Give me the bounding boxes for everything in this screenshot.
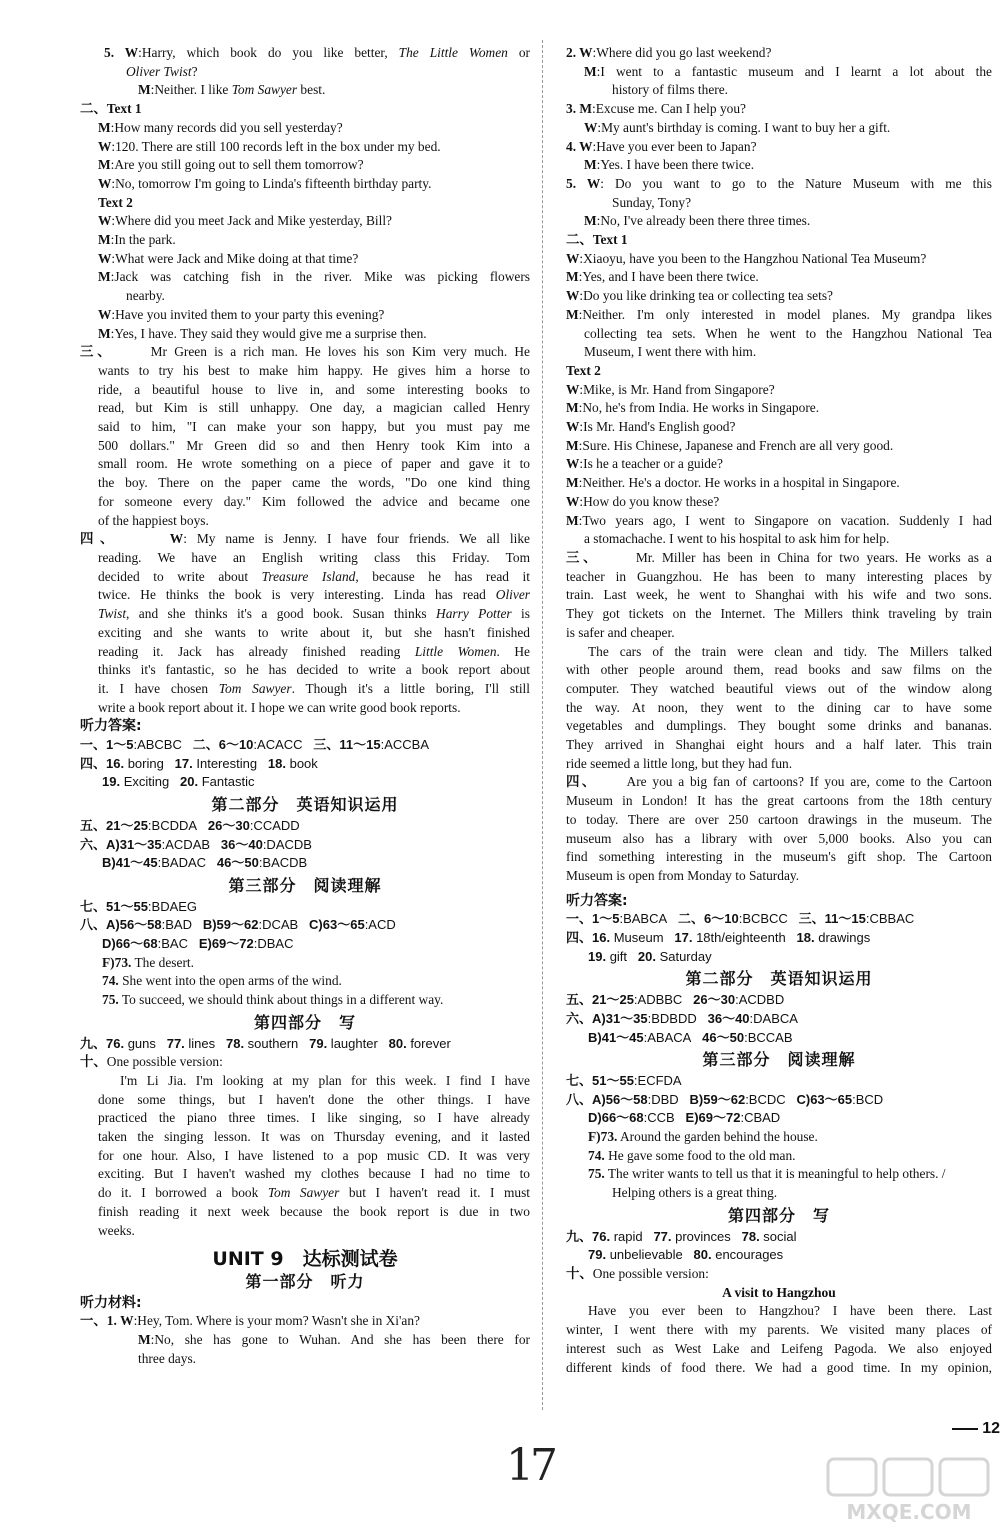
text-line: do it. I borrowed a book Tom Sawyer but I haven't read it. I must [98, 1185, 530, 1201]
text-line: twice. He thinks the book is very interesting. Linda has read Oliver [98, 587, 530, 603]
text-line: Museum is open from Monday to Saturday. [566, 867, 800, 883]
text-line: computer. They watched beautiful views out of the window along [566, 680, 992, 696]
text-line: ride seemed a little long, but they had fun. [566, 755, 793, 771]
text-line: interest such as West Lake and Leifeng Pagoda. We also enjoyed [566, 1340, 992, 1356]
text-line: Have you ever been to Hangzhou? I have been there. Last [588, 1303, 992, 1319]
unit-heading: UNIT 9 达标测试卷 [212, 1248, 398, 1271]
text-line: B)41～45:BADAC 46～50:BACDB [102, 855, 308, 871]
text-line: write a book report about it. I hope we can write good book reports. [98, 699, 461, 715]
text-line: taken the singing lesson. It was on Thursday evening, and it lasted [98, 1129, 530, 1145]
text-line: 十、One possible version: [566, 1266, 709, 1281]
text-line: 5. W: Do you want to go to the Nature Museum with me this [566, 175, 992, 191]
right-column [566, 44, 992, 1377]
text-line: ride, a beautiful house to live in, and some interesting books to [98, 381, 530, 397]
text-line: W:Do you like drinking tea or collecting tea sets? [566, 288, 833, 304]
text-line: W:Mike, is Mr. Hand from Singapore? [566, 381, 775, 397]
text-line: vegetables and dumplings. They bought some drinks and bananas. [566, 718, 992, 734]
text-line: 八、A)56～58:DBD B)59～62:BCDC C)63～65:BCD [566, 1091, 884, 1107]
text-line: 四、 W: My name is Jenny. I have four friends. We all like [80, 531, 530, 547]
text-line: practiced the piano three times. I like singing, so I have already [98, 1110, 530, 1126]
text-line: Text 2 [98, 194, 133, 210]
text-line: to today. There are over 250 cartoon drawings in the museum. The [566, 811, 992, 827]
text-line: 听力答案: [566, 892, 628, 909]
section-heading: 第三部分 阅读理解 [228, 875, 382, 895]
text-line: said to him, "I can make your son happy, but you must pay me [98, 419, 530, 435]
text-line: for one hour. Also, I have listened to a pop music CD. It was very [98, 1147, 530, 1163]
section-heading: 第四部分 写 [727, 1205, 830, 1225]
text-line: it. I have chosen Tom Sawyer. Though it's a little boring, I'll still [98, 680, 530, 696]
text-line: teacher in Guangzhou. He has been to many interesting places by [566, 568, 992, 584]
text-line: I'm Li Jia. I'm looking at my plan for this week. I find I have [120, 1072, 530, 1088]
text-line: Twist, and she thinks it's a good book. Susan thinks Harry Potter is [98, 606, 530, 622]
text-line: M:In the park. [98, 232, 176, 248]
text-line: 5. W:Harry, which book do you like better, The Little Women or [104, 45, 530, 60]
text-line: 四、 Are you a big fan of cartoons? If you are, come to the Cartoon [566, 774, 992, 790]
section-heading: 第二部分 英语知识运用 [211, 795, 399, 815]
text-line: They arrived in Shanghai eight hours and a half later. This train [566, 737, 992, 753]
text-line: 一、1～5:BABCA 二、6～10:BCBCC 三、11～15:CBBAC [566, 911, 915, 927]
text-line: 二、Text 1 [566, 232, 628, 248]
text-line: Helping others is a great thing. [612, 1185, 778, 1201]
text-line: 19. gift 20. Saturday [588, 948, 712, 964]
text-line: M:Neither. I'm only interested in model planes. My grandpa likes [566, 306, 992, 322]
text-line: 2. W:Where did you go last weekend? [566, 45, 772, 60]
text-line: museum also has a library with over 5,000 books. Also you can [566, 830, 992, 846]
text-line: W:What were Jack and Mike doing at that time? [98, 250, 359, 266]
text-line: for someone every day." Kim followed the advice and became one [98, 493, 530, 509]
text-line: 75. The writer wants to tell us that it is meaningful to help others. / [588, 1166, 946, 1182]
text-line: Sunday, Tony? [612, 194, 692, 210]
text-line: three days. [138, 1350, 197, 1366]
text-line: Museum in London! It has the great cartoons from the 18th century [566, 793, 992, 809]
text-line: weeks. [98, 1222, 135, 1238]
watermark-logo-icon [824, 1455, 994, 1525]
text-line: W:Xiaoyu, have you been to the Hangzhou National Tea Museum? [566, 250, 927, 266]
text-line: 听力材料: [80, 1294, 142, 1311]
text-line: M:Two years ago, I went to Singapore on vacation. Suddenly I had [566, 512, 992, 528]
text-line: exciting. But I haven't washed my clothes because I had no time to [98, 1166, 530, 1182]
text-line: 19. Exciting 20. Fantastic [102, 774, 255, 790]
text-line: 四、16. boring 17. Interesting 18. book [80, 755, 318, 771]
text-line: D)66～68:BAC E)69～72:DBAC [102, 936, 294, 952]
text-line: 三、 Mr. Miller has been in China for two years. He works as a [566, 549, 992, 565]
text-line: W:Have you invited them to your party this evening? [98, 306, 385, 322]
text-line: Museum, I went there with him. [584, 344, 757, 360]
text-line: of the happiest boys. [98, 512, 209, 528]
text-line: nearby. [126, 288, 165, 304]
text-line: winter, I went there with my parents. We visited many places of [566, 1322, 992, 1338]
left-column [80, 44, 530, 1369]
text-line: thinks it's fantastic, so he has decided to write a book report about [98, 662, 530, 678]
text-line: 听力答案: [80, 718, 142, 735]
text-line: 一、1. W:Hey, Tom. Where is your mom? Wasn't she in Xi'an? [80, 1313, 421, 1329]
section-heading: 第三部分 阅读理解 [702, 1050, 856, 1070]
essay-title: A visit to Hangzhou [722, 1284, 836, 1300]
text-line: 74. She went into the open arms of the wind. [102, 973, 342, 989]
text-line: 七、51～55:BDAEG [80, 898, 198, 914]
text-line: M:Yes. I have been there twice. [584, 157, 755, 173]
text-line: 五、21～25:ADBBC 26～30:ACDBD [566, 992, 785, 1008]
text-line: The cars of the train were clean and tidy. The Millers talked [588, 643, 992, 659]
text-line: 3. M:Excuse me. Can I help you? [566, 101, 746, 117]
text-line: Text 2 [566, 362, 601, 378]
text-line: a stomachache. I went to his hospital to ask him for help. [584, 531, 890, 547]
text-line: reading it. Jack has already finished reading Little Women. He [98, 643, 530, 659]
section-heading: 第一部分 听力 [245, 1272, 365, 1291]
text-line: W:No, tomorrow I'm going to Linda's fifteenth birthday party. [98, 175, 432, 191]
column-divider [542, 40, 543, 1410]
text-line: W:My aunt's birthday is coming. I want to buy her a gift. [584, 119, 891, 135]
text-line: train. Last week, he went to Shanghai with his wife and two sons. [566, 587, 992, 603]
text-line: D)66～68:CCB E)69～72:CBAD [588, 1110, 781, 1126]
text-line: F)73. Around the garden behind the house. [588, 1129, 818, 1145]
text-line: 十、One possible version: [80, 1054, 223, 1070]
text-line: 九、76. guns 77. lines 78. southern 79. laughter 80. forever [80, 1035, 451, 1051]
text-line: finish reading it next week because the book report is due in two [98, 1203, 530, 1219]
page-number: 12 [952, 1420, 1000, 1438]
text-line: the way. At noon, they went to the dining car to have some [566, 699, 992, 715]
text-line: 七、51～55:ECFDA [566, 1072, 682, 1088]
text-line: F)73. The desert. [102, 954, 194, 970]
text-line: 一、1～5:ABCBC 二、6～10:ACACC 三、11～15:ACCBA [80, 737, 429, 753]
text-line: wants to try his best to make him happy. He gives him a horse to [98, 362, 530, 378]
text-line: W:Where did you meet Jack and Mike yesterday, Bill? [98, 213, 393, 229]
text-line: 五、21～25:BCDDA 26～30:CCADD [80, 817, 300, 833]
text-line: 九、76. rapid 77. provinces 78. social [566, 1228, 797, 1244]
text-line: M:No, she has gone to Wuhan. And she has been there for [138, 1332, 530, 1348]
text-line: with other people around them, read books and saw films on the [566, 662, 992, 678]
section-heading: 第二部分 英语知识运用 [685, 969, 873, 989]
text-line: M:Neither. He's a doctor. He works in a hospital in Singapore. [566, 475, 900, 491]
text-line: read, but Kim is still unhappy. One day, a magician called Henry [98, 400, 530, 416]
text-line: reading. We have an English writing class this Friday. Tom [98, 549, 530, 565]
text-line: M:How many records did you sell yesterday? [98, 119, 343, 135]
text-line: different kinds of food there. We had a good time. In my opinion, [566, 1359, 992, 1375]
text-line: 75. To succeed, we should think about things in a different way. [102, 992, 444, 1008]
text-line: 六、A)31～35:ACDAB 36～40:DACDB [80, 836, 312, 852]
text-line: 八、A)56～58:BAD B)59～62:DCAB C)63～65:ACD [80, 917, 396, 933]
text-line: M:Neither. I like Tom Sawyer best. [138, 82, 326, 98]
text-line: exciting and she wants to write about it, but she hasn't finished [98, 624, 530, 640]
text-line: the boy. There on the paper came the words, "Do one kind thing [98, 475, 530, 491]
text-line: M:Yes, and I have been there twice. [566, 269, 759, 285]
svg-text:MXQE.COM: MXQE.COM [846, 1500, 972, 1524]
text-line: history of films there. [612, 82, 729, 98]
text-line: 4. W:Have you ever been to Japan? [566, 138, 757, 154]
text-line: They got tickets on the Internet. The Millers think traveling by train [566, 606, 992, 622]
text-line: M:I went to a fantastic museum and I learnt a lot about the [584, 63, 992, 79]
text-line: Oliver Twist? [126, 63, 198, 79]
text-line: B)41～45:ABACA 46～50:BCCAB [588, 1029, 793, 1045]
text-line: 六、A)31～35:BDBDD 36～40:DABCA [566, 1010, 798, 1026]
text-line: W:How do you know these? [566, 493, 720, 509]
text-line: 三、 Mr Green is a rich man. He loves his son Kim very much. He [80, 344, 531, 360]
text-line: done some things, but I haven't done the other things. I have [98, 1091, 530, 1107]
text-line: M:Yes, I have. They said they would give me a surprise then. [98, 325, 427, 341]
text-line: M:Jack was catching fish in the river. Mike was picking flowers [98, 269, 530, 285]
text-line: 500 dollars." Mr Green did so and then Henry took Kim into a [98, 437, 530, 453]
text-line: M:No, he's from India. He works in Singapore. [566, 400, 820, 416]
text-line: W:120. There are still 100 records left in the box under my bed. [98, 138, 441, 154]
text-line: small room. He wrote something on a piece of paper and gave it to [98, 456, 530, 472]
text-line: find something interesting in the museum's gift shop. The Cartoon [566, 849, 992, 865]
text-line: is safer and cheaper. [566, 624, 675, 640]
text-line: M:Are you still going out to sell them tomorrow? [98, 157, 364, 173]
text-line: 74. He gave some food to the old man. [588, 1147, 796, 1163]
text-line: 四、16. Museum 17. 18th/eighteenth 18. drawings [566, 930, 871, 946]
text-line: 二、Text 1 [80, 101, 142, 117]
text-line: M:No, I've already been there three times. [584, 213, 811, 229]
text-line: decided to write about Treasure Island, because he has read it [98, 568, 530, 584]
text-line: 79. unbelievable 80. encourages [588, 1247, 784, 1263]
text-line: M:Sure. His Chinese, Japanese and French are all very good. [566, 437, 894, 453]
section-heading: 第四部分 写 [253, 1012, 356, 1032]
text-line: collecting tea sets. When he went to the Hangzhou National Tea [584, 325, 992, 341]
text-line: W:Is he a teacher or a guide? [566, 456, 723, 472]
handwritten-number: 17 [506, 1440, 554, 1491]
text-line: W:Is Mr. Hand's English good? [566, 419, 736, 435]
